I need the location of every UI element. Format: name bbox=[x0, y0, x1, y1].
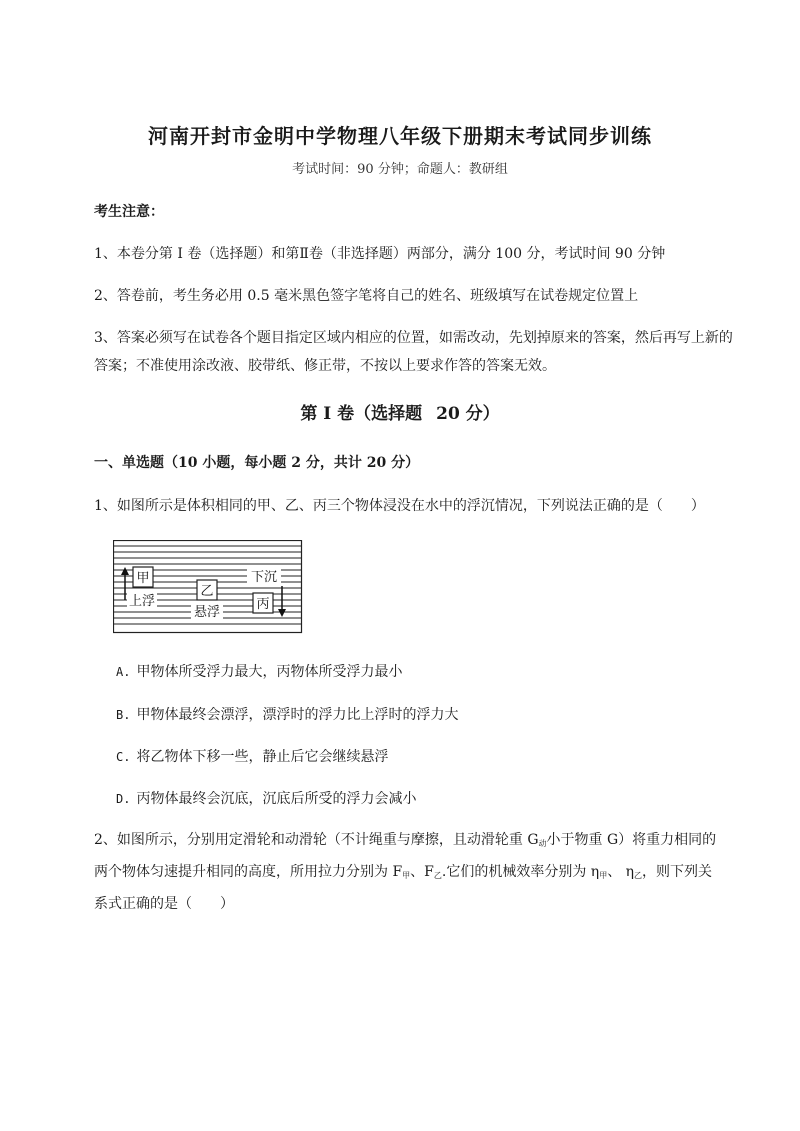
question-1-text: 1、如图所示是体积相同的甲、乙、丙三个物体浸没在水中的浮沉情况，下列说法正确的是（ ） bbox=[94, 498, 705, 514]
question-2-line-1 bbox=[94, 826, 749, 858]
notice-item-2: 2、答卷前，考生务必用 0.5 毫米黑色签字笔将自己的姓名、班级填写在试卷规定位置上 bbox=[94, 288, 639, 304]
box-bing bbox=[253, 593, 273, 613]
box-yi bbox=[197, 580, 217, 600]
notice-heading: 考生注意： bbox=[94, 204, 164, 220]
option-b[interactable] bbox=[116, 704, 458, 724]
q2-l2-c: .它们的机械效率分别为 η bbox=[441, 864, 600, 880]
q2-l1-sub: 动 bbox=[538, 839, 547, 848]
part-heading: 一、单选题（10 小题，每小题 2 分，共计 20 分） bbox=[94, 455, 420, 471]
section-title-text: 第 I 卷（选择题 bbox=[300, 404, 423, 424]
box-jia bbox=[133, 567, 153, 587]
option-a[interactable] bbox=[116, 661, 402, 681]
buoyancy-figure bbox=[113, 540, 303, 634]
option-b-text: 甲物体最终会漂浮，漂浮时的浮力比上浮时的浮力大 bbox=[136, 707, 459, 723]
q2-l2-d: 、 η bbox=[607, 864, 635, 880]
option-a-key: A. bbox=[116, 665, 131, 679]
option-d-text: 丙物体最终会沉底，沉底后所受的浮力会减小 bbox=[136, 791, 417, 807]
section-title bbox=[0, 399, 800, 424]
question-2-line-3: 系式正确的是（ ） bbox=[94, 896, 234, 912]
q2-l2-sub2: 乙 bbox=[433, 871, 442, 880]
label-float: 悬浮 bbox=[193, 605, 221, 620]
section-score: 20 分） bbox=[436, 404, 500, 424]
q2-l2-a: 两个物体匀速提升相同的高度，所用拉力分别为 F bbox=[94, 864, 403, 880]
option-d-key: D. bbox=[116, 792, 131, 806]
label-bing: 丙 bbox=[256, 597, 270, 612]
notice-item-3: 3、答案必须写在试卷各个题目指定区域内相应的位置，如需改动，先划掉原来的答案，然后再写上新的答案；不准使用涂改液、胶带纸、修正带，不按以上要求作答的答案无效。 bbox=[94, 330, 733, 374]
label-down: 下沉 bbox=[250, 570, 278, 585]
question-2-text bbox=[94, 826, 749, 918]
label-yi: 乙 bbox=[200, 584, 214, 599]
exam-info: 考试时间：90 分钟；命题人：教研组 bbox=[292, 162, 508, 177]
question-2-line-2 bbox=[94, 858, 749, 890]
notice-item-1: 1、本卷分第 I 卷（选择题）和第Ⅱ卷（非选择题）两部分，满分 100 分，考试时间 90 分钟 bbox=[94, 246, 666, 262]
option-c-text: 将乙物体下移一些，静止后它会继续悬浮 bbox=[136, 749, 389, 765]
page-title: 河南开封市金明中学物理八年级下册期末考试同步训练 bbox=[148, 124, 652, 148]
q2-l2-sub4: 乙 bbox=[634, 871, 643, 880]
option-d[interactable] bbox=[116, 788, 416, 808]
label-jia: 甲 bbox=[136, 571, 150, 586]
q2-l2-sub1: 甲 bbox=[402, 871, 411, 880]
option-c-key: C. bbox=[116, 750, 131, 764]
q2-l2-sub3: 甲 bbox=[599, 871, 608, 880]
q2-l1-a: 2、如图所示，分别用定滑轮和动滑轮（不计绳重与摩擦，且动滑轮重 G bbox=[94, 832, 539, 848]
option-c[interactable] bbox=[116, 746, 388, 766]
q2-l2-e: ，则下列关 bbox=[642, 864, 713, 880]
option-b-key: B. bbox=[116, 708, 131, 722]
option-a-text: 甲物体所受浮力最大，丙物体所受浮力最小 bbox=[136, 664, 403, 680]
label-up: 上浮 bbox=[128, 594, 156, 609]
q2-l2-b: 、F bbox=[410, 864, 434, 880]
q2-l1-b: 小于物重 G）将重力相同的 bbox=[546, 832, 717, 848]
